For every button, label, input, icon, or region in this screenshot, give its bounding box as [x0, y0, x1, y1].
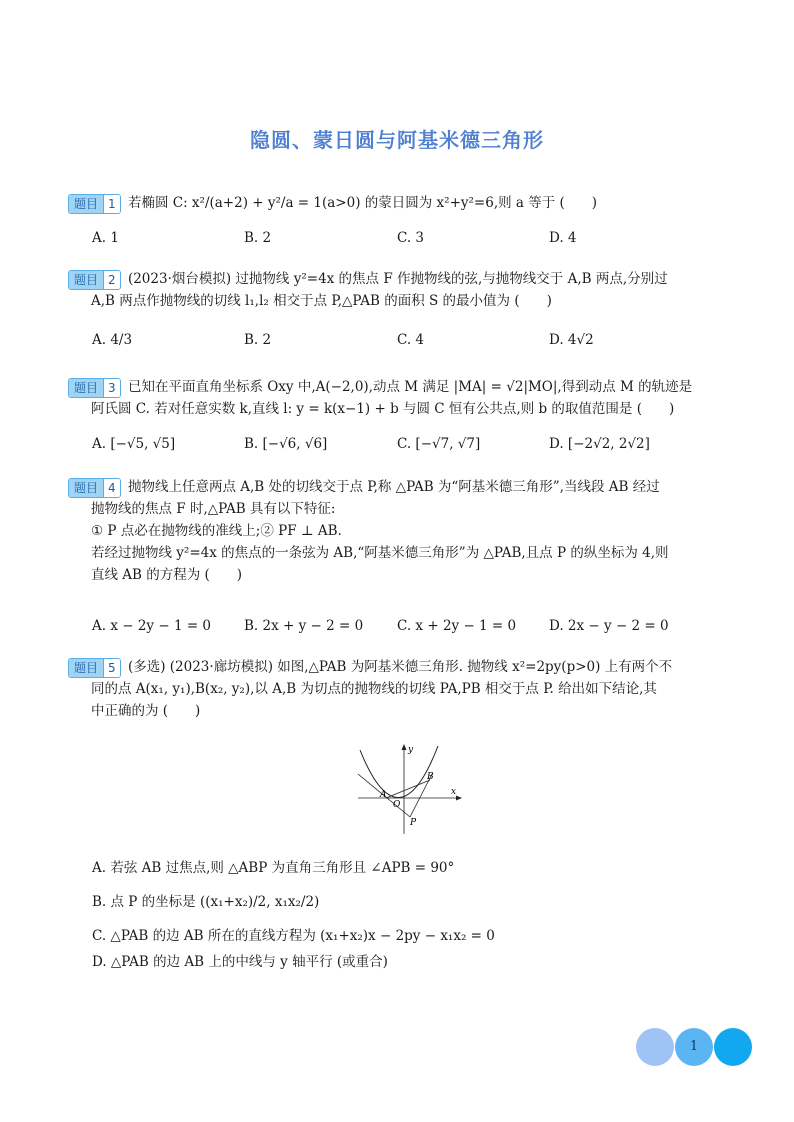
label-o: O: [393, 800, 401, 810]
question-text-line: ① P 点必在抛物线的准线上;② PF ⊥ AB.: [91, 523, 342, 539]
pager-circle-right: [714, 1028, 752, 1066]
question-1-options: [92, 230, 732, 252]
option-b[interactable]: B. 2x + y − 2 = 0: [244, 618, 364, 634]
option-d[interactable]: D. 4: [549, 230, 577, 246]
option-c[interactable]: C. 4: [397, 332, 425, 348]
option-d[interactable]: D. 4√2: [549, 332, 594, 348]
option-a[interactable]: A. 4/3: [92, 332, 133, 348]
option-b[interactable]: B. 2: [244, 230, 272, 246]
question-text-line: 若经过抛物线 y²=4x 的焦点的一条弦为 AB,“阿基米德三角形”为 △PAB,且点 P 的纵坐标为 4,则: [91, 545, 669, 561]
question-text-line: A,B 两点作抛物线的切线 l₁,l₂ 相交于点 P,△PAB 的面积 S 的最小值为 ( ): [91, 293, 552, 309]
label-b: B: [427, 772, 434, 782]
question-badge: 题目 4: [68, 478, 121, 498]
question-text-line: 已知在平面直角坐标系 Oxy 中,A(−2,0),动点 M 满足 |MA| = √2|MO|,得到动点 M 的轨迹是: [127, 379, 693, 395]
question-badge: 题目 2: [68, 270, 121, 290]
option-d[interactable]: D. [−2√2, 2√2]: [549, 436, 650, 452]
question-text-line: 直线 AB 的方程为 ( ): [91, 567, 243, 583]
question-2: [68, 268, 738, 312]
x-axis-arrow: [456, 796, 462, 801]
option-a[interactable]: A. 1: [92, 230, 119, 246]
option-d[interactable]: D. 2x − y − 2 = 0: [549, 618, 669, 634]
question-text-line: 抛物线上任意两点 A,B 处的切线交于点 P,称 △PAB 为“阿基米德三角形”,当线段 AB 经过: [127, 479, 660, 495]
question-badge: 题目 3: [68, 378, 121, 398]
label-a: A: [380, 790, 387, 800]
question-badge: 题目 1: [68, 194, 121, 214]
page-title: 隐圆、蒙日圆与阿基米德三角形: [250, 128, 544, 152]
question-text-line: (多选) (2023·廊坊模拟) 如图,△PAB 为阿基米德三角形. 抛物线 x²=2py(p>0) 上有两个不: [127, 659, 673, 675]
question-4: [68, 476, 738, 586]
question-4-options: [92, 618, 732, 640]
option-b[interactable]: B. 2: [244, 332, 272, 348]
question-1: [68, 192, 738, 214]
question-badge: 题目 5: [68, 658, 121, 678]
parabola-figure: [354, 742, 466, 838]
option-c[interactable]: C. △PAB 的边 AB 所在的直线方程为 (x₁+x₂)x − 2py − x₁x₂ = 0: [92, 928, 495, 944]
question-2-options: [92, 332, 732, 354]
page-number: 1: [675, 1028, 713, 1066]
question-text-line: 同的点 A(x₁, y₁),B(x₂, y₂),以 A,B 为切点的抛物线的切线 PA,PB 相交于点 P. 给出如下结论,其: [91, 681, 657, 697]
option-b[interactable]: B. 点 P 的坐标是 ((x₁+x₂)/2, x₁x₂/2): [92, 894, 320, 910]
pager-circle-left: [636, 1028, 674, 1066]
question-5: [68, 656, 738, 722]
option-c[interactable]: C. x + 2y − 1 = 0: [397, 618, 517, 634]
question-text-line: 中正确的为 ( ): [91, 703, 201, 719]
label-x: x: [451, 787, 457, 797]
option-a[interactable]: A. x − 2y − 1 = 0: [92, 618, 212, 634]
option-a[interactable]: A. [−√5, √5]: [92, 436, 176, 452]
chord-ab: [386, 780, 430, 798]
option-d[interactable]: D. △PAB 的边 AB 上的中线与 y 轴平行 (或重合): [92, 954, 388, 970]
question-text: 若椭圆 C: x²/(a+2) + y²/a = 1(a>0) 的蒙日圆为 x²+y²=6,则 a 等于 ( ): [127, 195, 598, 211]
option-c[interactable]: C. 3: [397, 230, 425, 246]
y-axis-arrow: [402, 744, 407, 750]
page-number-badge: [636, 1028, 752, 1066]
option-a[interactable]: A. 若弦 AB 过焦点,则 △ABP 为直角三角形且 ∠APB = 90°: [92, 860, 455, 876]
question-text-line: 阿氏圆 C. 若对任意实数 k,直线 l: y = k(x−1) + b 与圆 C 恒有公共点,则 b 的取值范围是 ( ): [91, 401, 675, 417]
option-b[interactable]: B. [−√6, √6]: [244, 436, 328, 452]
question-3: [68, 376, 738, 420]
label-y: y: [408, 745, 414, 755]
label-p: P: [410, 818, 417, 828]
question-3-options: [92, 436, 732, 458]
option-c[interactable]: C. [−√7, √7]: [397, 436, 481, 452]
question-text-line: 抛物线的焦点 F 时,△PAB 具有以下特征:: [91, 501, 336, 517]
question-text-line: (2023·烟台模拟) 过抛物线 y²=4x 的焦点 F 作抛物线的弦,与抛物线交于 A,B 两点,分别过: [127, 271, 668, 287]
